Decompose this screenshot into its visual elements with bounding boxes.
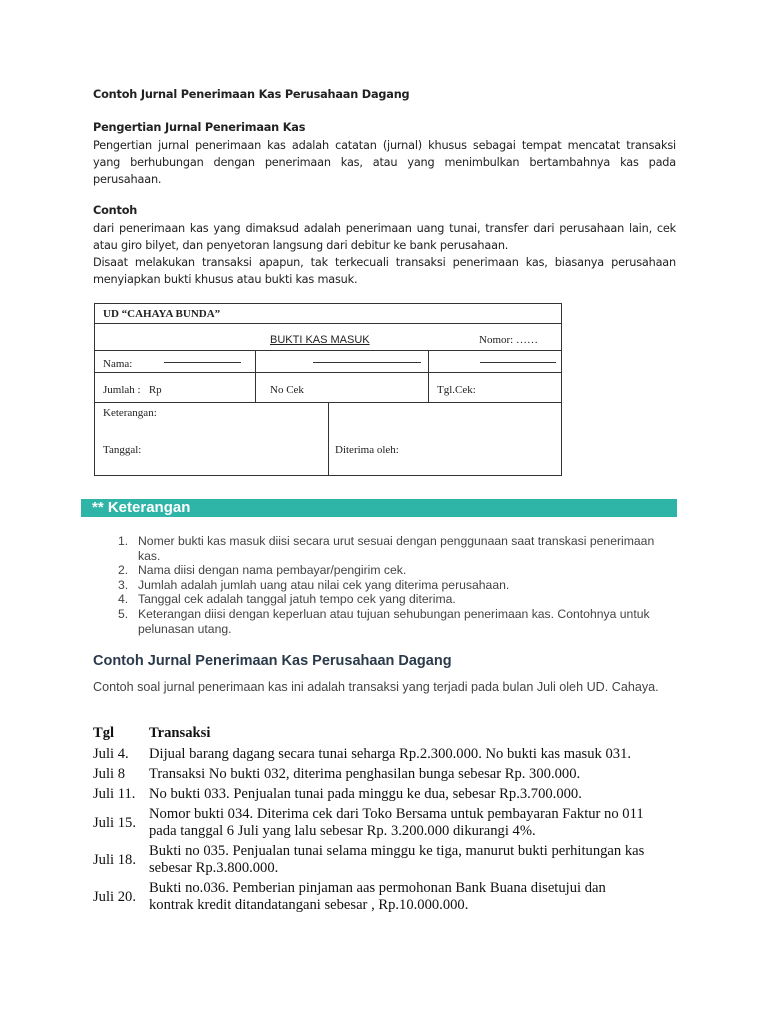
header-transaksi: Transaksi (149, 725, 211, 741)
table-row (93, 766, 653, 783)
row-date: Juli 8 (93, 766, 126, 782)
row-text: Dijual barang dagang secara tunai seharga Rp.2.300.000. No bukti kas masuk 031. (149, 746, 632, 762)
keterangan-banner: ** Keterangan (81, 499, 677, 517)
form-nama-label: Nama: (103, 358, 133, 370)
table-row (93, 786, 653, 803)
bukti-kas-masuk-form (94, 303, 562, 476)
form-company: UD “CAHAYA BUNDA” (103, 308, 221, 320)
row-date: Juli 4. (93, 746, 129, 762)
table-row (93, 880, 653, 914)
list-item: 2. Nama diisi dengan nama pembayar/pengirim cek. (118, 563, 407, 578)
form-no-cek-label: No Cek (270, 384, 304, 396)
form-tgl-cek-label: Tgl.Cek: (437, 384, 476, 396)
row-date: Juli 11. (93, 786, 136, 802)
keterangan-list (118, 534, 678, 636)
list-item-text: Nama diisi dengan nama pembayar/pengirim cek. (138, 563, 407, 578)
form-tanggal-label: Tanggal: (103, 444, 142, 456)
row-text: Bukti no 035. Penjualan tunai selama minggu ke tiga, manurut bukti perhitungan kas sebesar Rp.3.800.000. (149, 843, 645, 876)
example-heading: Contoh Jurnal Penerimaan Kas Perusahaan Dagang (93, 653, 452, 669)
contoh-paragraph-1: dari penerimaan kas yang dimaksud adalah penerimaan uang tunai, transfer dari perusahaan lain, cek atau giro bilyet, dan penyetoran langsung dari debitur ke bank perusahaan. (93, 222, 676, 252)
header-tgl: Tgl (93, 725, 115, 741)
table-row (93, 806, 653, 840)
transaction-table (93, 725, 653, 917)
list-item: 4. Tanggal cek adalah tanggal jatuh tempo cek yang diterima. (118, 592, 456, 607)
list-item: 3. Jumlah adalah jumlah uang atau nilai cek yang diterima perusahaan. (118, 577, 510, 592)
list-item-text: Keterangan diisi dengan keperluan atau tujuan sehubungan penerimaan kas. Contohnya untuk pelunasan utang. (138, 606, 650, 636)
form-keterangan-label: Keterangan: (103, 407, 157, 419)
form-title: BUKTI KAS MASUK (270, 334, 370, 346)
row-date: Juli 18. (93, 851, 136, 868)
section-heading-contoh: Contoh (93, 204, 138, 217)
list-item-text: Nomer bukti kas masuk diisi secara urut sesuai dengan penggunaan saat transkasi penerimaan kas. (138, 534, 655, 563)
contoh-paragraph-2: Disaat melakukan transaksi apapun, tak terkecuali transaksi penerimaan kas, biasanya perusahaan menyiapkan bukti khusus atau bukti kas masuk. (93, 256, 676, 286)
form-diterima-label: Diterima oleh: (335, 444, 399, 456)
list-item: 1. Nomer bukti kas masuk diisi secara urut sesuai dengan penggunaan saat transkasi penerimaan kas. (118, 534, 678, 563)
example-intro: Contoh soal jurnal penerimaan kas ini adalah transaksi yang terjadi pada bulan Juli oleh UD. Cahaya. (93, 680, 659, 694)
table-row (93, 746, 653, 763)
section-heading-pengertian: Pengertian Jurnal Penerimaan Kas (93, 121, 306, 134)
form-nomor: Nomor: …… (479, 334, 538, 346)
row-text: No bukti 033. Penjualan tunai pada minggu ke dua, sebesar Rp.3.700.000. (149, 786, 582, 802)
section-body-contoh (93, 220, 676, 288)
table-row (93, 843, 653, 877)
row-text: Nomor bukti 034. Diterima cek dari Toko Bersama untuk pembayaran Faktur no 011 pada tanggal 6 Juli yang lalu sebesar Rp. 3.200.000 dikurangi 4%. (149, 806, 644, 839)
row-date: Juli 15. (93, 814, 136, 831)
section-body-pengertian: Pengertian jurnal penerimaan kas adalah catatan (jurnal) khusus sebagai tempat mencatat transaksi yang berhubungan dengan penerimaan kas, atau yang menimbulkan bertambahnya kas pada perusahaan. (93, 139, 676, 186)
document-title: Contoh Jurnal Penerimaan Kas Perusahaan Dagang (93, 88, 410, 101)
form-jumlah-label: Jumlah : Rp (103, 384, 162, 396)
table-header (93, 725, 653, 742)
row-date: Juli 20. (93, 888, 136, 905)
list-item-text: Tanggal cek adalah tanggal jatuh tempo cek yang diterima. (138, 592, 456, 607)
list-item-text: Jumlah adalah jumlah uang atau nilai cek yang diterima perusahaan. (138, 577, 510, 592)
list-item: 5. Keterangan diisi dengan keperluan atau tujuan sehubungan penerimaan kas. Contohnya untuk pelunasan utang. (118, 607, 678, 636)
row-text: Transaksi No bukti 032, diterima penghasilan bunga sebesar Rp. 300.000. (149, 766, 581, 782)
row-text: Bukti no.036. Pemberian pinjaman aas permohonan Bank Buana disetujui dan kontrak kredit ditandatangani sebesar , Rp.10.000.000. (149, 880, 606, 913)
